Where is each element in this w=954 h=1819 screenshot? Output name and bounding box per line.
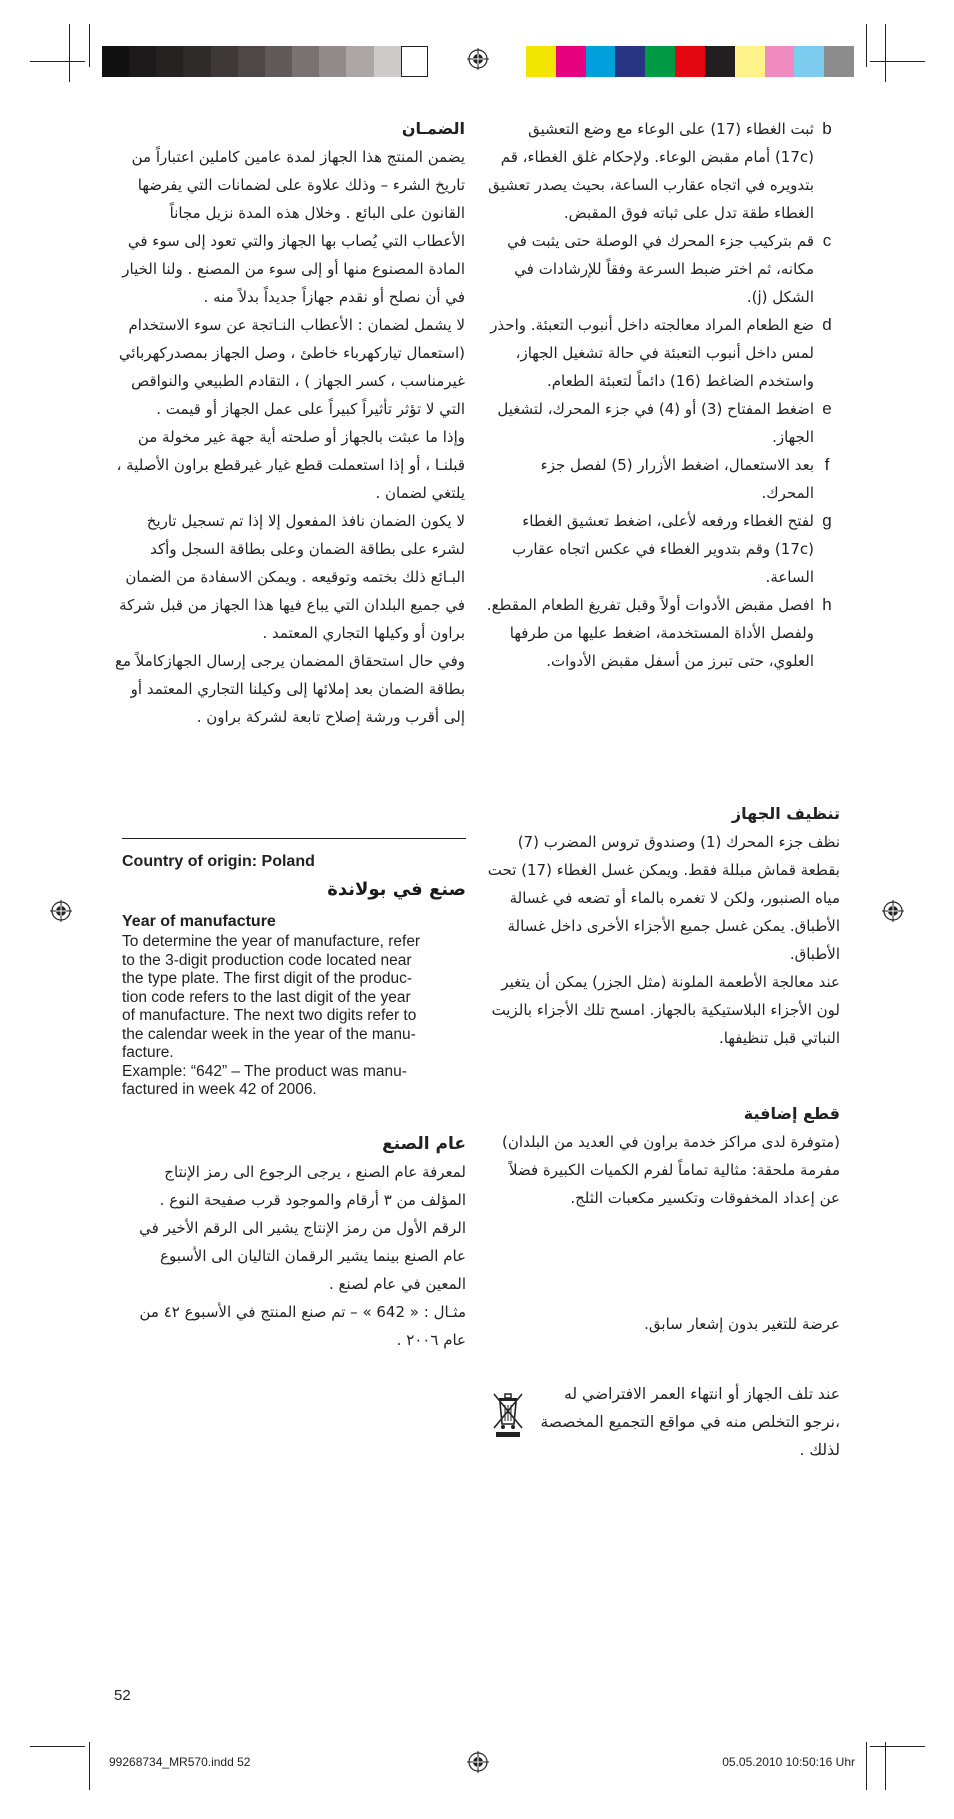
grayscale-bar bbox=[102, 46, 428, 77]
color-swatch bbox=[735, 46, 765, 77]
color-swatch bbox=[401, 46, 428, 77]
warranty-title: الضمـان bbox=[401, 119, 465, 138]
cleaning-paragraph: عند معالجة الأطعمة الملونة (مثل الجزر) يمكن أن يتغير لون الأجزاء البلاستيكية بالجهاز. امسح تلك الأجزاء بالزيت النباتي قبل تنظيفها. bbox=[491, 973, 840, 1047]
color-swatch bbox=[183, 46, 210, 77]
color-swatch bbox=[292, 46, 319, 77]
step-item bbox=[486, 395, 840, 451]
footer-filename: 99268734_MR570.indd 52 bbox=[109, 1755, 251, 1769]
warranty-section bbox=[115, 115, 465, 731]
warranty-paragraph: يضمن المنتج هذا الجهاز لمدة عامين كاملين اعتباراً من تاريخ الشرء – وذلك علاوة على لضمانات التي يفرضها القانون على البائع . وخلال هذه المدة نزيل مجاناً الأعطاب التي يُصاب بها الجهاز والتي تعود إلى سوء في المادة المصنوع منها أو إلى سوء من المصنع . ولنا الخيار في أن نصلح أو نقدم جهازاً جديداً بدلاً منه . bbox=[122, 148, 465, 306]
crop-mark bbox=[866, 24, 867, 67]
step-letter: e bbox=[822, 399, 832, 418]
change-notice: عرضة للتغير بدون إشعار سابق. bbox=[644, 1315, 840, 1333]
accessories-title: قطع إضافية bbox=[743, 1104, 840, 1123]
year-en-title: Year of manufacture bbox=[122, 913, 276, 930]
warranty-paragraph: وإذا ما عبثت بالجهاز أو صلحته أية جهة غير مخولة من قبلنـا ، أو إذا استعملت قطع غيار غيرقطع براون الأصلية ، يلتغي لضمان . bbox=[116, 428, 465, 502]
year-en-line: facture. bbox=[122, 1044, 174, 1061]
registration-mark-icon bbox=[467, 48, 489, 70]
registration-mark-icon bbox=[50, 900, 72, 922]
disposal-text: عند تلف الجهاز أو انتهاء العمر الافتراضي له ،نرجو التخلص منه في مواقع التجميع المخصصة لذلك . bbox=[540, 1385, 840, 1459]
color-swatch bbox=[156, 46, 183, 77]
year-en-line: Example: “642” – The product was manu- bbox=[122, 1062, 407, 1080]
cleaning-paragraph: نظف جزء المحرك (1) وصندوق تروس المضرب (7) بقطعة قماش مبللة فقط. ويمكن غسل الغطاء (17) تحت مياه الصنبور، ولكن لا تغمره بالماء أو تضعه في غسالة الأطباق. يمكن غسل جميع الأجزاء الأخرى داخل غسالة الأطباق. bbox=[487, 833, 840, 963]
step-text: لفتح الغطاء ورفعه لأعلى، اضغط تعشيق الغطاء (17c) وقم بتدوير الغطاء في عكس اتجاه عقارب الساعة. bbox=[512, 512, 814, 586]
color-swatch bbox=[794, 46, 824, 77]
step-item bbox=[486, 451, 840, 507]
year-ar-section bbox=[122, 1130, 466, 1354]
color-swatch bbox=[645, 46, 675, 77]
color-swatch bbox=[346, 46, 373, 77]
color-swatch bbox=[526, 46, 556, 77]
step-text: قم بتركيب جزء المحرك في الوصلة حتى يثبت في مكانه، ثم اختر ضبط السرعة وفقاً للإرشادات في الشكل (j). bbox=[507, 232, 814, 306]
warranty-paragraph: لا يشمل لضمان : الأعطاب النـاتجة عن سوء الاستخدام (استعمال تياركهرباء خاطئ ، وصل الجهاز بمصدركهربائي غيرمناسب ، كسر الجهاز ) ، التقادم الطبيعي والنواقص التي لا تؤثر تأثيراً كبيراً على عمل الجهاز أو قيمت . bbox=[118, 316, 465, 418]
step-item bbox=[486, 115, 840, 227]
step-text: افصل مقبض الأدوات أولاً وقبل تفريغ الطعام المقطع. ولفصل الأداة المستخدمة، اضغط عليها من طرفها العلوي، حتى تبرز من أسفل مقبض الأدوات. bbox=[486, 596, 814, 670]
color-swatch bbox=[675, 46, 705, 77]
page-number: 52 bbox=[114, 1687, 131, 1704]
accessories-section bbox=[486, 1100, 840, 1212]
step-item bbox=[486, 227, 840, 311]
year-ar-paragraph: لمعرفة عام الصنع ، يرجى الرجوع الى رمز الإنتاج المؤلف من ٣ أرقام والموجود قرب صفيحة النوع . bbox=[159, 1163, 466, 1209]
crop-mark bbox=[885, 24, 886, 82]
year-en-line: of manufacture. The next two digits refer to bbox=[122, 1007, 417, 1024]
color-swatch bbox=[102, 46, 129, 77]
crop-mark bbox=[89, 24, 90, 67]
warranty-paragraph: وفي حال استحقاق المضمان يرجى إرسال الجهازكاملاً مع بطاقة الضمان بعد إملائها إلى وكيلنا التجاري المعتمد أو إلى أقرب ورشة إصلاح تابعة لشركة براون . bbox=[115, 652, 465, 726]
color-swatch bbox=[265, 46, 292, 77]
step-letter: h bbox=[822, 595, 832, 614]
color-swatch bbox=[129, 46, 156, 77]
step-text: ضع الطعام المراد معالجته داخل أنبوب التعبئة. واحذر لمس داخل أنبوب التعبئة في حالة تشغيل الجهاز، واستخدم الضاغط (16) دائماً لتعبئة الطعام. bbox=[490, 316, 814, 390]
color-swatch bbox=[824, 46, 854, 77]
crop-mark bbox=[30, 61, 85, 62]
footer-date: 05.05.2010 10:50:16 Uhr bbox=[722, 1755, 855, 1769]
year-en-line: factured in week 42 of 2006. bbox=[122, 1081, 317, 1098]
crop-mark bbox=[30, 1746, 85, 1747]
color-swatch bbox=[374, 46, 401, 77]
crop-mark bbox=[870, 61, 925, 62]
color-swatch bbox=[765, 46, 795, 77]
year-ar-paragraph: مثـال : « 642 » – تم صنع المنتج في الأسبوع ٤٢ من عام ٢٠٠٦ . bbox=[139, 1303, 466, 1349]
step-text: بعد الاستعمال، اضغط الأزرار (5) لفصل جزء المحرك. bbox=[540, 456, 814, 502]
year-ar-paragraph: الرقم الأول من رمز الإنتاج يشير الى الرقم الأخير في عام الصنع بينما يشير الرقمان التاليان الى الأسبوع المعين في عام لصنع . bbox=[139, 1219, 466, 1293]
crossed-bin-icon bbox=[490, 1390, 526, 1438]
crop-mark bbox=[885, 1742, 886, 1790]
section-divider bbox=[122, 838, 466, 839]
year-en-line: To determine the year of manufacture, refer bbox=[122, 933, 421, 950]
crop-mark bbox=[866, 1742, 867, 1790]
year-ar-title: عام الصنع bbox=[382, 1134, 466, 1154]
step-letter: c bbox=[822, 231, 832, 250]
color-swatch bbox=[556, 46, 586, 77]
crop-mark bbox=[870, 1746, 925, 1747]
step-letter: d bbox=[822, 315, 832, 334]
accessories-paragraph: (متوفرة لدى مراكز خدمة براون في العديد من البلدان) bbox=[502, 1133, 840, 1151]
year-en-section bbox=[122, 913, 472, 1100]
color-swatch bbox=[586, 46, 616, 77]
color-bar bbox=[526, 46, 854, 77]
cleaning-title: تنظيف الجهاز bbox=[731, 804, 840, 823]
registration-mark-icon bbox=[467, 1751, 489, 1773]
step-item bbox=[486, 591, 840, 675]
color-swatch bbox=[238, 46, 265, 77]
step-letter: b bbox=[822, 119, 832, 138]
accessories-paragraph: مفرمة ملحقة: مثالية تماماً لفرم الكميات الكبيرة فضلاً عن إعداد المخفوقات وتكسير مكعبات الثلج. bbox=[509, 1161, 840, 1207]
color-swatch bbox=[705, 46, 735, 77]
origin-ar: صنع في بولاندة bbox=[327, 879, 466, 900]
step-text: ثبت الغطاء (17) على الوعاء مع وضع التعشيق (17c) أمام مقبض الوعاء. ولإحكام غلق الغطاء، قم بتدويره في اتجاه عقارب الساعة، بحيث يصدر تعشيق الغطاء طقة تدل على ثباته فوق المقبض. bbox=[488, 120, 814, 222]
warranty-paragraph: لا يكون الضمان نافذ المفعول إلا إذا تم تسجيل تاريخ لشرء على بطاقة الضمان وعلى بطاقة السجل وأكد البـائع ذلك بختمه وتوقيعه . ويمكن الاسفادة من الضمان في جميع البلدان التي يباع فيها هذا الجهاز من قبل شركة براون أو وكيلها التجاري المعتمد . bbox=[119, 512, 465, 642]
year-en-line: to the 3-digit production code located near bbox=[122, 951, 412, 969]
crop-mark bbox=[89, 1742, 90, 1790]
step-letter: f bbox=[824, 455, 830, 474]
color-swatch bbox=[211, 46, 238, 77]
cleaning-section bbox=[486, 800, 840, 1052]
year-en-line: tion code refers to the last digit of the year bbox=[122, 988, 411, 1006]
step-text: اضغط المفتاح (3) أو (4) في جزء المحرك، لتشغيل الجهاز. bbox=[497, 400, 814, 446]
year-en-line: the calendar week in the year of the manu- bbox=[122, 1025, 416, 1043]
step-item bbox=[486, 311, 840, 395]
color-swatch bbox=[615, 46, 645, 77]
usage-steps bbox=[486, 115, 840, 675]
year-en-line: the type plate. The first digit of the produc- bbox=[122, 970, 413, 987]
step-item bbox=[486, 507, 840, 591]
registration-mark-icon bbox=[882, 900, 904, 922]
origin-en: Country of origin: Poland bbox=[122, 853, 315, 870]
crop-mark bbox=[69, 24, 70, 82]
color-swatch bbox=[319, 46, 346, 77]
step-letter: g bbox=[822, 511, 832, 530]
